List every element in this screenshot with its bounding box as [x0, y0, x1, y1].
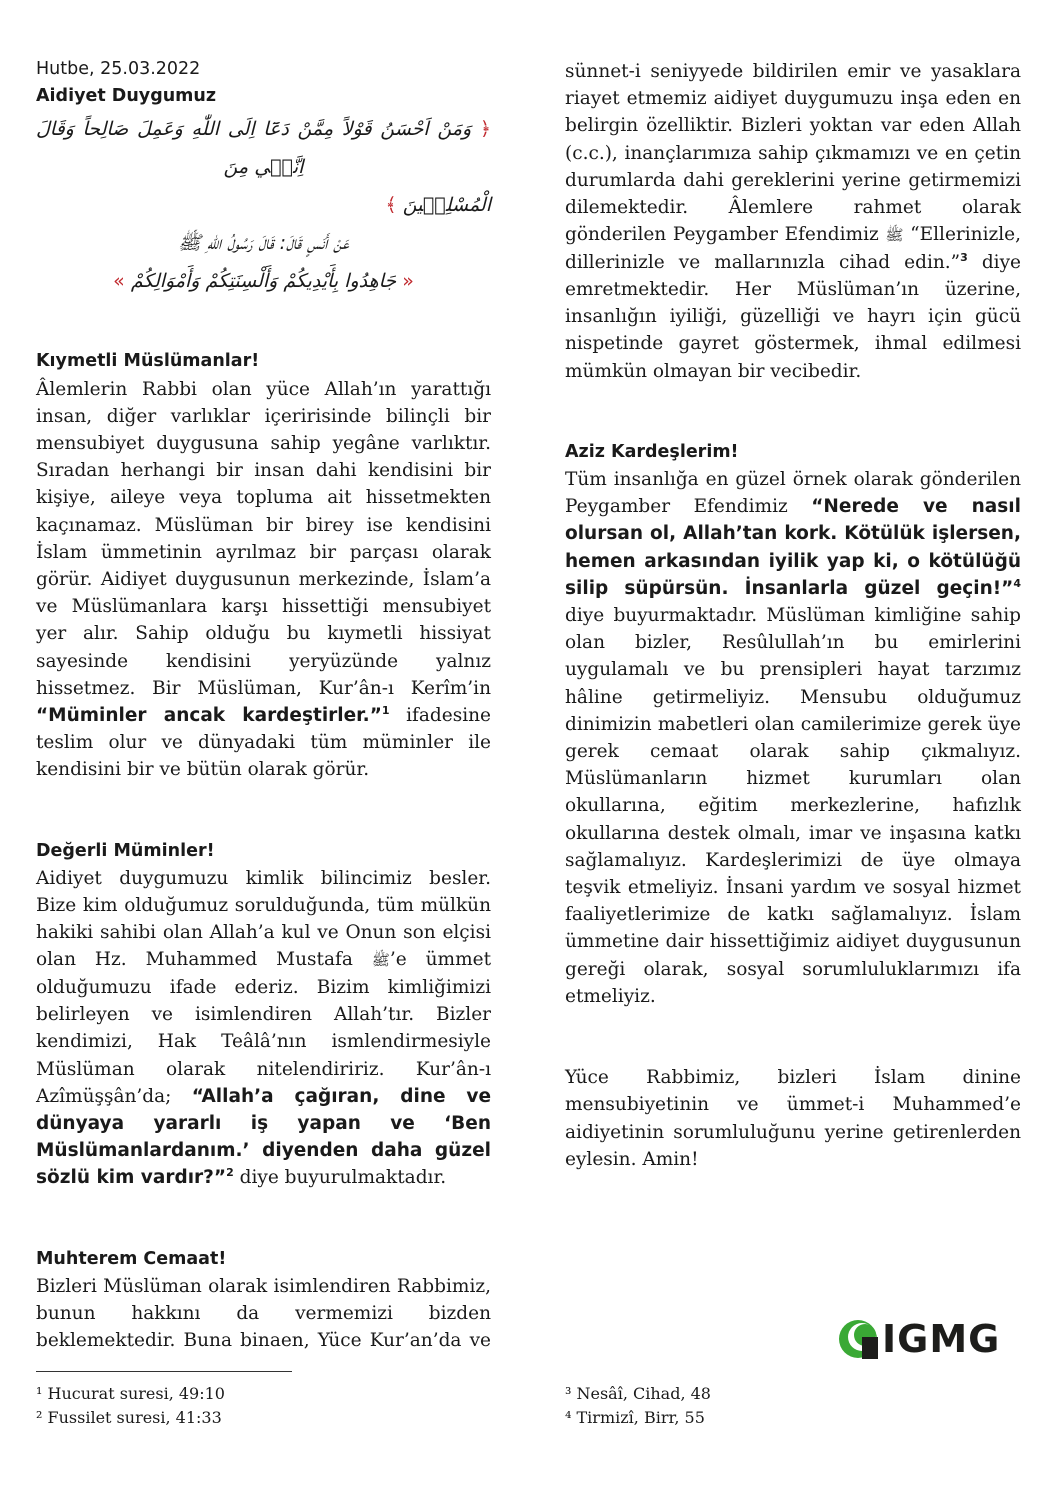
crescent-logo-icon: [838, 1319, 878, 1359]
hadith-open-quote: «: [402, 270, 414, 293]
footnote-ref-2: 2: [226, 1166, 234, 1180]
footnote-4: ⁴ Tirmizî, Birr, 55: [565, 1408, 705, 1427]
section-body-3-continued: sünnet-i seniyyede bildirilen emir ve yasaklara riayet etmemiz aidiyet duygumuzu inşa eden en belirgin özelliktir. Bizleri yoktan var eden Allah (c.c.), inançlarımıza sahip çıkmamızı ve en çetin durumlarda dahi gereklerini yerine getirmemizi dilemektedir. Âlemlere rahmet olarak gönderilen Peygamber Efendimiz ﷺ “Ellerinizle, dillerinizle ve mallarınızla cihad edin.”$^3$ diye emretmektedir. Her Müslüman’ın üzerine, insanlığın iyiliği, güzelliği ve hayrı için gücü nispetinde gayret göstermek, ihmal edilmesi mümkün olmayan bir vecibedir.: [565, 61, 1021, 382]
footnote-ref-3: 3: [960, 250, 968, 264]
logo-text: IGMG: [882, 1317, 1001, 1361]
section-body-4: Tüm insanlığa en güzel örnek olarak gönderilen Peygamber Efendimiz “Nerede ve nasıl olursan ol, Allah’tan kork. Kötülük işlersen, hemen arkasından iyilik yap ki, o kötülüğü silip süpürsün. İnsanlarla güzel geçin!”$^4$ diye buyurmaktadır. Müslüman kimliğine sahip olan bizler, Resûlullah’ın bu emirlerini uygulamalı ve bu prensipleri hayat tarzımız hâline getirmeliyiz. Mensubu olduğumuz dinimizin mabetleri olan camilerimize gerek üye gerek cemaat olarak sahip çıkmalıyız. Müslümanların hizmet kurumları olan okullarına, eğitim merkezlerine, hafızlık okullarına destek olmalı, imar ve inşasına katkı sağlamalıyız. Kardeşlerimizi de üye olmaya teşvik etmeliyiz. İnsani yardım ve sosyal hizmet faaliyetlerimize de katkı sağlamalıyız. İslam ümmetine dair hissettiğimiz aidiyet duygusunun gereği olarak, sosyal sorumluluklarımızı ifa etmeliyiz.: [565, 469, 1021, 1007]
hadith-close-quote: »: [113, 270, 125, 293]
left-column: [36, 56, 491, 1355]
footnotes-right: [565, 1382, 711, 1430]
igmg-logo: [838, 1318, 1022, 1360]
section-body-2: Aidiyet duygumuzu kimlik bilincimiz besler. Bize kim olduğumuz sorulduğunda, tüm mülkün hakiki sahibi olan Allah’a kul ve Onun son elçisi olan Hz. Muhammed Mustafa ﷺ’e ümmet olduğumuzu ifade ederiz. Bizim kimliğimizi belirleyen ve isimlendiren Allah’tır. Bizler kendimizi, Hak Teâlâ’nın ismlendirmesiyle Müslüman olarak nitelendiririz. Kur’ân-ı Azîmüşşân’da; “Allah’a çağıran, dine ve dünyaya yararlı iş yapan ve ‘Ben Müslümanlardanım.’ diyenden daha güzel sözlü kim vardır?”$^2$ diye buyurulmaktadır.: [36, 867, 492, 1189]
hadith-quote-4: “Nerede ve nasıl olursan ol, Allah’tan kork. Kötülük işlersen, hemen arkasından iyilik yap ki, o kötülüğü silip süpürsün. İnsanlarla güzel geçin!”: [565, 496, 1021, 599]
footnote-ref-4: 4: [1013, 576, 1021, 590]
section-heading-3: Muhterem Cemaat!: [36, 1248, 227, 1269]
verse-line-2: الْمُسْلِم۪ينَ: [402, 194, 491, 217]
sermon-date: Hutbe, 25.03.2022: [36, 59, 201, 79]
verse-close-paren: ﴾: [385, 194, 397, 217]
section-body-1: Âlemlerin Rabbi olan yüce Allah’ın yarattığı insan, diğer varlıklar içeririsinde bilinçli bir mensubiyet duygusuna sahip yegâne varlıktır. Sıradan herhangi bir insan dahi kendisini bir kişiye, aileye veya topluma ait hissetmekten kaçınamaz. Müslüman bir birey ise kendisini İslam ümmetinin ayrılmaz bir parçası olarak görür. Aidiyet duygusunun merkezinde, İslam’a ve Müslümanlara karşı hissettiği mensubiyet yer alır. Sahip olduğu bu kıymetli hissiyat sayesinde kendisini yeryüzünde yalnız hissetmez. Bir Müslüman, Kur’ân-ı Kerîm’in “Müminler ancak kardeştirler.”$^1$ ifadesine teslim olur ve dünyadaki tüm müminler ile kendisini bir ve bütün olarak görür.: [36, 378, 491, 781]
footnote-3: ³ Nesâî, Cihad, 48: [565, 1384, 711, 1403]
hadith-quote-3: “Ellerinizle, dillerinizle ve mallarınızla cihad edin.”: [565, 224, 1021, 273]
verse-line-1: وَمَنْ اَحْسَنُ قَوْلاً مِمَّنْ دَعَٓا اِلَى اللّٰهِ وَعَمِلَ صَالِحاً وَقَالَ اِنَّن۪ي مِنَ: [36, 118, 472, 179]
arabic-verse: [36, 110, 491, 300]
footnotes-left: [36, 1382, 225, 1430]
sermon-title: Aidiyet Duygumuz: [36, 86, 217, 107]
footnote-1: ¹ Hucurat suresi, 49:10: [36, 1384, 225, 1403]
footnote-2: ² Fussilet suresi, 41:33: [36, 1408, 222, 1427]
salawat-icon: ﷺ: [371, 950, 390, 969]
footnote-ref-1: 1: [381, 703, 390, 717]
quran-quote-2: “Allah’a çağıran, dine ve dünyaya yararlı iş yapan ve ‘Ben Müslümanlardanım.’ diyenden daha güzel sözlü kim vardır?”: [36, 1085, 492, 1189]
closing-prayer: Yüce Rabbimiz, bizleri İslam dinine mensubiyetinin ve ümmet-i Muhammed’e aidiyetinin sorumluluğunu yerine getirenlerden eylesin. Amin!: [565, 1067, 1021, 1170]
salawat-icon: ﷺ: [885, 225, 904, 244]
quran-quote-1: “Müminler ancak kardeştirler.”: [36, 705, 382, 727]
hadith-intro: عَنْ أَنَسٍ قَالَ: قَالَ رَسُولُ اللّٰهِ ﷺ: [178, 232, 349, 255]
section-heading-1: Kıymetli Müslümanlar!: [36, 351, 260, 372]
section-heading-2: Değerli Müminler!: [36, 840, 215, 861]
right-column: [565, 58, 1021, 1173]
section-body-3: Bizleri Müslüman olarak isimlendiren Rabbimiz, bunun hakkını da vermemizi bizden beklemektedir. Buna binaen, Yüce Kur’an’da ve: [36, 1275, 491, 1352]
section-heading-4: Aziz Kardeşlerim!: [565, 441, 739, 462]
hadith-text: جَاهِدُوا بِأَيْدِيكُمْ وَأَلْسِنَتِكُمْ وَأَمْوَالِكُمْ: [130, 270, 397, 293]
footnote-divider: [36, 1371, 292, 1372]
verse-open-paren: ﴿: [479, 118, 491, 141]
